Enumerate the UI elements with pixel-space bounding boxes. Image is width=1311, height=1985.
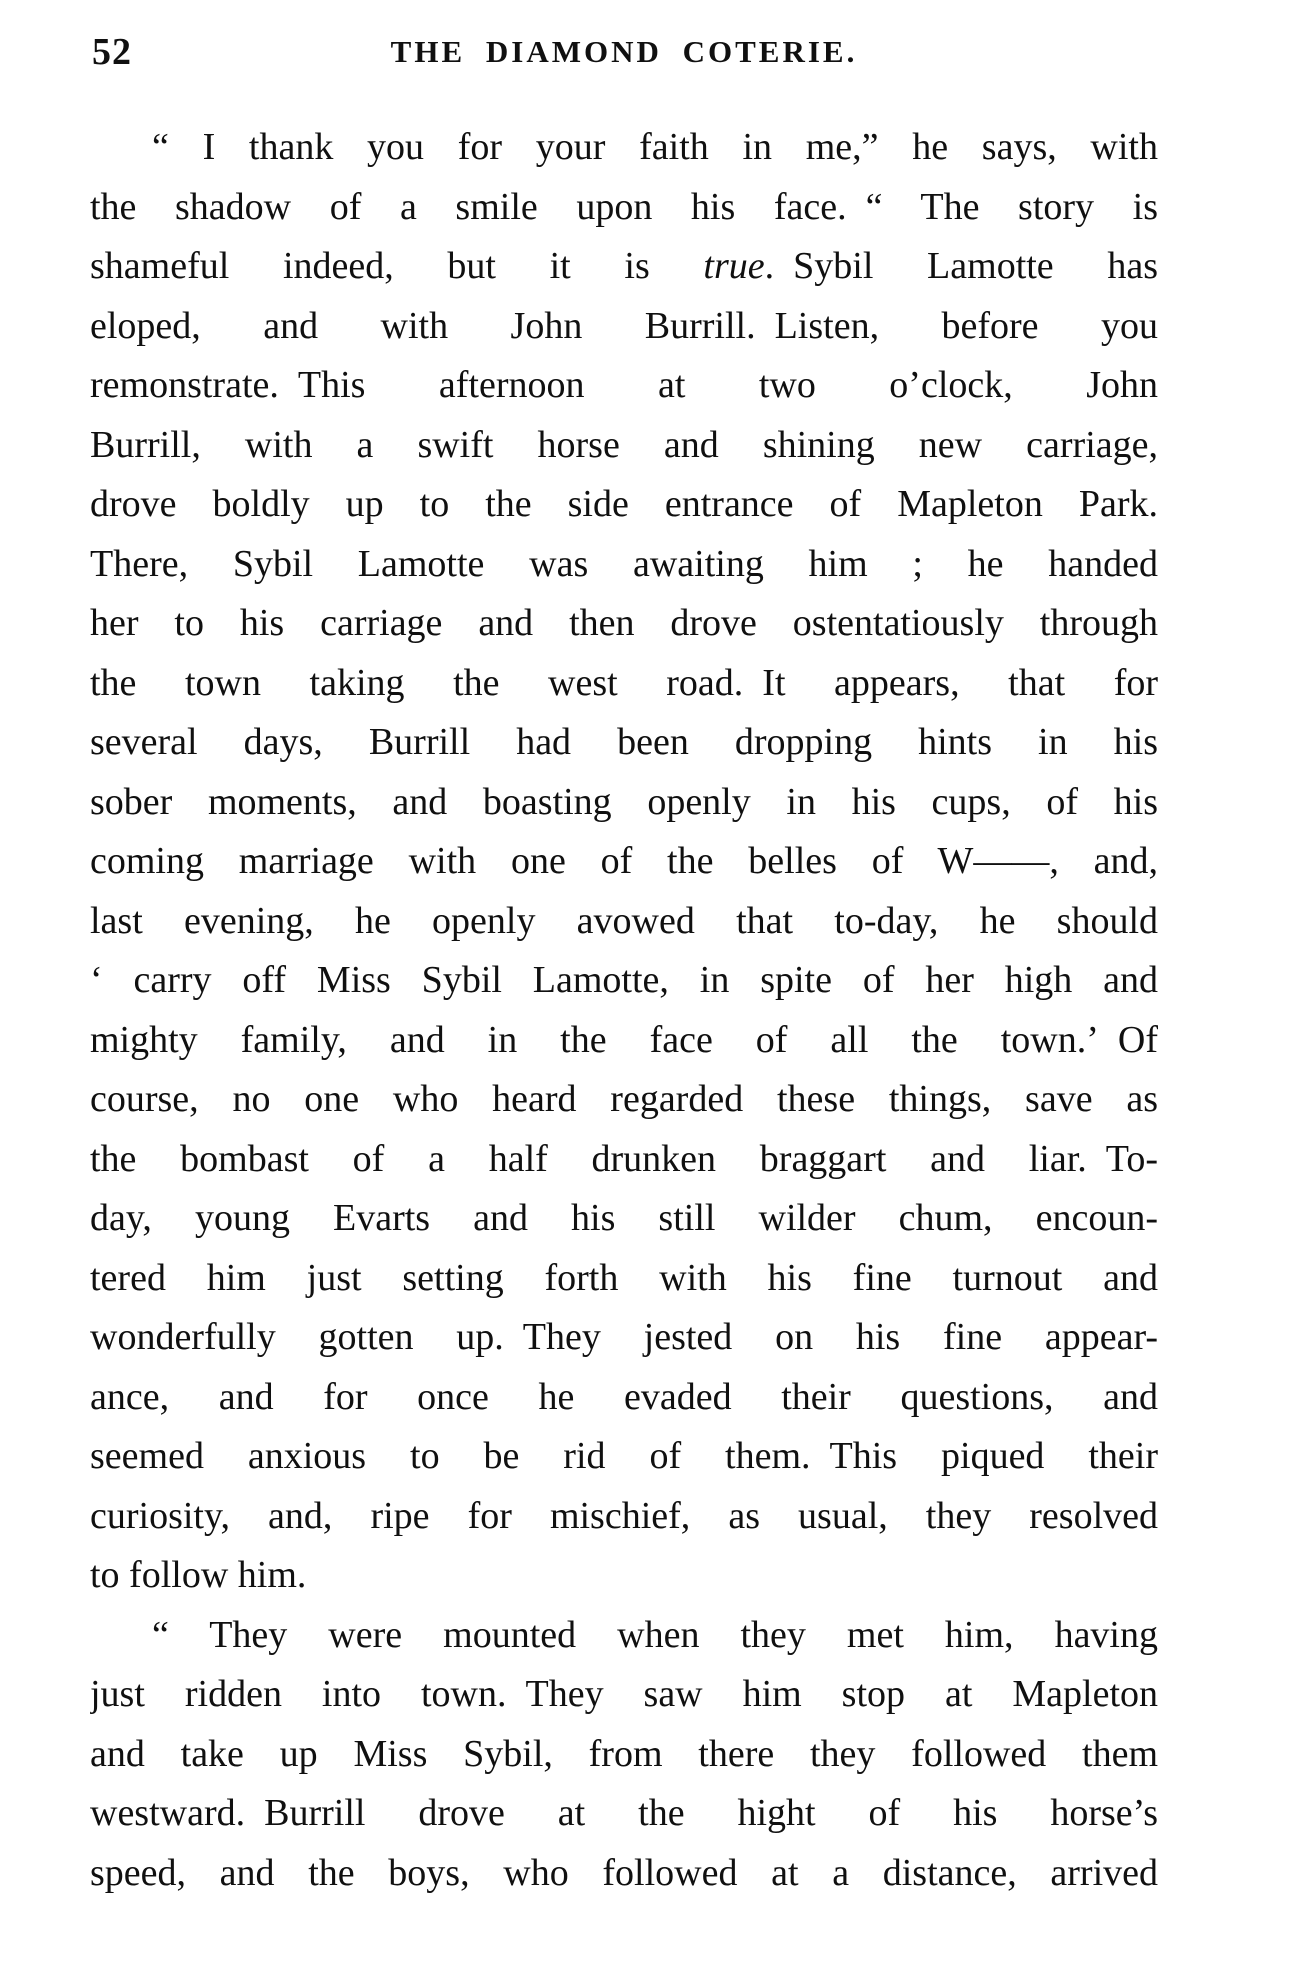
text-segment: Burrill, with a swift horse and shining new carriage, bbox=[90, 423, 1158, 466]
text-segment: coming marriage with one of the belles of W——, and, bbox=[90, 840, 1158, 882]
text-line bbox=[90, 951, 1158, 1011]
text-line bbox=[90, 773, 1158, 833]
text-line bbox=[90, 1487, 1158, 1547]
text-line bbox=[90, 713, 1158, 773]
text-segment: ‘ carry off Miss Sybil Lamotte, in spite of her high and bbox=[90, 959, 1158, 1001]
text-line bbox=[90, 1249, 1158, 1309]
text-segment: westward. Burrill drove at the hight of his horse’s bbox=[90, 1792, 1158, 1834]
text-line bbox=[90, 297, 1158, 357]
text-segment: several days, Burrill had been dropping hints in his bbox=[90, 721, 1158, 763]
text-line bbox=[90, 1130, 1158, 1190]
text-segment: remonstrate. This afternoon at two o’clock, John bbox=[90, 364, 1158, 406]
text-segment: the bombast of a half drunken braggart and liar. To- bbox=[90, 1137, 1158, 1180]
text-segment: the shadow of a smile upon his face. “ The story is bbox=[90, 185, 1158, 228]
text-block bbox=[90, 118, 1158, 1903]
text-segment: eloped, and with John Burrill. Listen, before you bbox=[90, 304, 1158, 347]
text-line bbox=[90, 1189, 1158, 1249]
text-line bbox=[90, 118, 1158, 178]
text-segment: last evening, he openly avowed that to-day, he should bbox=[90, 899, 1158, 942]
text-segment: and take up Miss Sybil, from there they followed them bbox=[90, 1732, 1158, 1775]
text-line bbox=[90, 237, 1158, 297]
text-segment: day, young Evarts and his still wilder chum, encoun- bbox=[90, 1197, 1158, 1239]
text-segment: . Sybil Lamotte has bbox=[764, 245, 1158, 287]
text-segment: tered him just setting forth with his fine turnout and bbox=[90, 1256, 1158, 1299]
italic-text-segment: true bbox=[703, 245, 765, 287]
text-segment: just ridden into town. They saw him stop at Mapleton bbox=[90, 1673, 1158, 1715]
text-line bbox=[90, 1427, 1158, 1487]
page-number: 52 bbox=[92, 31, 132, 73]
text-line bbox=[90, 1665, 1158, 1725]
text-segment: shameful indeed, but it is bbox=[90, 245, 704, 287]
text-segment: course, no one who heard regarded these things, save as bbox=[90, 1078, 1158, 1120]
text-line bbox=[90, 832, 1158, 892]
text-line bbox=[90, 1725, 1158, 1785]
text-line bbox=[90, 535, 1158, 595]
text-segment: ance, and for once he evaded their questions, and bbox=[90, 1375, 1158, 1418]
text-line bbox=[90, 1070, 1158, 1130]
text-line bbox=[90, 892, 1158, 952]
text-segment: her to his carriage and then drove ostentatiously through bbox=[90, 602, 1158, 644]
text-segment: to follow him. bbox=[90, 1554, 307, 1596]
text-line bbox=[90, 1784, 1158, 1844]
text-line bbox=[90, 1844, 1158, 1904]
text-line bbox=[90, 1606, 1158, 1666]
text-segment: mighty family, and in the face of all the town.’ Of bbox=[90, 1018, 1158, 1061]
text-segment: speed, and the boys, who followed at a distance, arrived bbox=[90, 1851, 1158, 1894]
text-segment: “ They were mounted when they met him, having bbox=[152, 1613, 1158, 1656]
text-segment: seemed anxious to be rid of them. This piqued their bbox=[90, 1435, 1158, 1477]
running-header: THE DIAMOND COTERIE. bbox=[390, 34, 858, 69]
text-segment: curiosity, and, ripe for mischief, as usual, they resolved bbox=[90, 1494, 1158, 1537]
text-line bbox=[90, 1011, 1158, 1071]
text-segment: the town taking the west road. It appears, that for bbox=[90, 661, 1158, 704]
text-line bbox=[90, 594, 1158, 654]
text-line bbox=[90, 416, 1158, 476]
text-line bbox=[90, 1546, 1158, 1606]
text-segment: wonderfully gotten up. They jested on his fine appear- bbox=[90, 1316, 1158, 1358]
text-segment: “ I thank you for your faith in me,” he says, with bbox=[152, 126, 1158, 168]
text-line bbox=[90, 1368, 1158, 1428]
text-line bbox=[90, 654, 1158, 714]
text-segment: sober moments, and boasting openly in his cups, of his bbox=[90, 780, 1158, 823]
text-segment: There, Sybil Lamotte was awaiting him ; he handed bbox=[90, 542, 1158, 585]
text-line bbox=[90, 356, 1158, 416]
text-line bbox=[90, 178, 1158, 238]
text-line bbox=[90, 475, 1158, 535]
text-line bbox=[90, 1308, 1158, 1368]
text-segment: drove boldly up to the side entrance of Mapleton Park. bbox=[90, 483, 1158, 525]
